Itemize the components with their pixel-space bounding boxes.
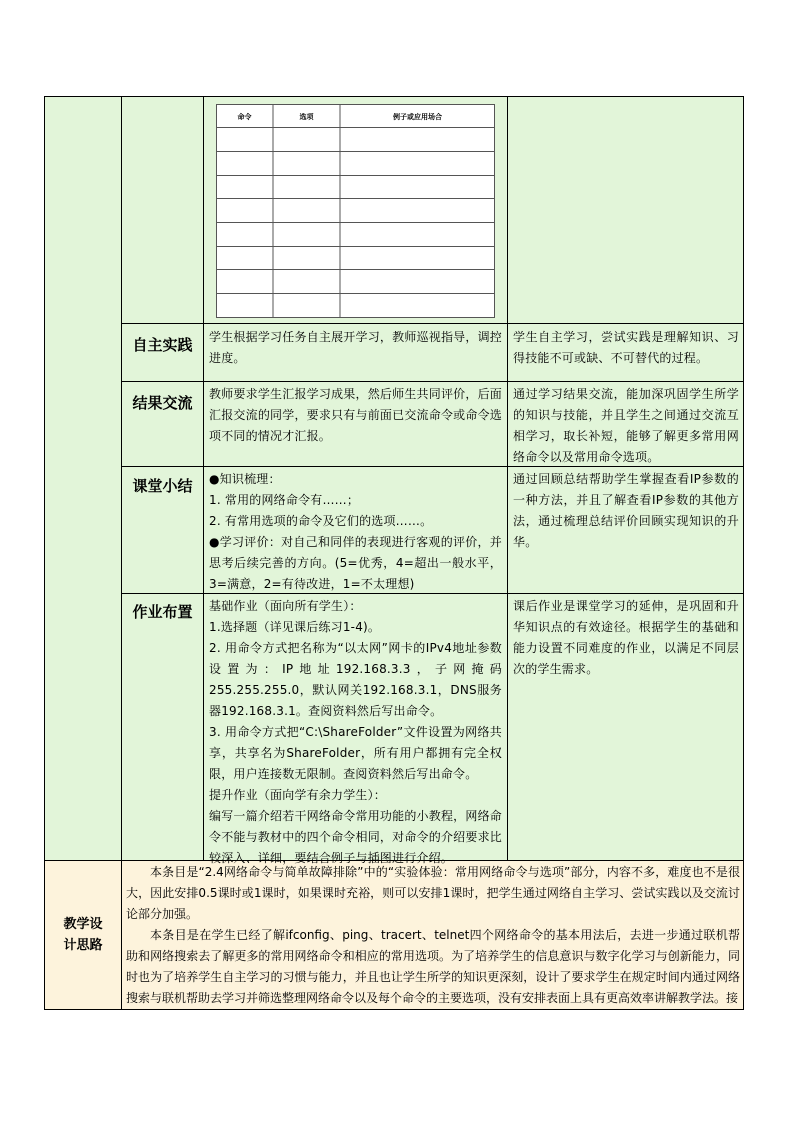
row-divider-1 bbox=[121, 323, 744, 324]
homework-line: 提升作业（面向学有余力学生）： bbox=[209, 788, 387, 802]
homework-line: 基础作业（面向所有学生）： bbox=[209, 599, 362, 613]
border-left bbox=[44, 96, 45, 1010]
summary-line: ●知识梳理： bbox=[209, 472, 281, 486]
design-paragraph: 本条目是在学生已经了解ifconfig、ping、tracert、telnet四个网络命令的基本用法后，去进一步通过联机帮助和网络搜索去了解更多的常用网络命令和相应的常用选项。为了培养学生的信息意识与数字化学习与创新能力，同时也为了培养学生自主学习的习惯与能力，并且也让学生所学的知识更深刻，设计了要求学生在规定时间内通过网络搜索与联机帮助去学习并筛选整理网络命令以及每个命令的主要选项，没有安排表面上具有更高效率讲解教学法。接 bbox=[126, 928, 740, 1005]
homework-line: 1.选择题（详见课后练习1-4)。 bbox=[209, 620, 381, 634]
design-text bbox=[126, 862, 740, 1008]
summary-line: 1. 常用的网络命令有……； bbox=[209, 493, 360, 507]
summary-line: 2. 有常用选项的命令及它们的选项……。 bbox=[209, 514, 433, 528]
practice-intent: 学生自主学习，尝试实践是理解知识、习得技能不可或缺、不可替代的过程。 bbox=[513, 330, 739, 365]
row-label-summary: 课堂小结 bbox=[132, 477, 193, 495]
exchange-activity: 教师要求学生汇报学习成果，然后师生共同评价，后面汇报交流的同学，要求只有与前面已交流命令或命令选项不同的情况才汇报。 bbox=[209, 387, 502, 443]
summary-intent: 通过回顾总结帮助学生掌握查看IP参数的一种方法，并且了解查看IP参数的其他方法，通过梳理总结评价回顾实现知识的升华。 bbox=[513, 472, 739, 549]
command-table-header-command: 命令 bbox=[237, 113, 252, 121]
row-label-practice: 自主实践 bbox=[132, 336, 193, 354]
homework-line: 3. 用命令方式把“C:\ShareFolder”文件设置为网络共享，共享名为ShareFolder，所有用户都拥有完全权限，用户连接数无限制。查阅资料然后写出命令。 bbox=[209, 725, 502, 781]
border-top bbox=[44, 96, 744, 97]
design-paragraph: 本条目是“2.4网络命令与简单故障排除”中的“实验体验：常用网络命令与选项”部分，内容不多，难度也不是很大，因此安排0.5课时或1课时，如果课时充裕，则可以安排1课时，把学生通过网络自主学习、尝试实践以及交流讨论部分加强。 bbox=[126, 865, 740, 921]
col-divider-3 bbox=[507, 96, 508, 860]
homework-line: 2. 用命令方式把名称为“以太网”网卡的IPv4地址参数设置为：IP地址192.168.3.3，子网掩码255.255.255.0，默认网关192.168.3.1，DNS服务器192.168.3.1。查阅资料然后写出命令。 bbox=[209, 641, 502, 718]
command-table-grid bbox=[216, 104, 495, 318]
row-divider-2 bbox=[121, 381, 744, 382]
summary-line: ●学习评价：对自己和同伴的表现进行客观的评价，并思考后续完善的方向。(5=优秀，4=超出一般水平，3=满意，2=有待改进，1=不太理想) bbox=[209, 535, 502, 591]
row-label-homework: 作业布置 bbox=[132, 603, 193, 621]
command-table-header-option: 选项 bbox=[299, 113, 314, 121]
homework-intent: 课后作业是课堂学习的延伸，是巩固和升华知识点的有效途径。根据学生的基础和能力设置不同难度的作业，以满足不同层次的学生需求。 bbox=[513, 599, 739, 676]
homework-activity bbox=[209, 596, 502, 869]
summary-activity bbox=[209, 469, 502, 595]
design-label: 教学设计思路 bbox=[63, 917, 103, 953]
col-divider-2 bbox=[203, 96, 204, 860]
homework-line: 编写一篇介绍若干网络命令常用功能的小教程，网络命令不能与教材中的四个命令相同，对命令的介绍要求比较深入、详细，要结合例子与插图进行介绍。 bbox=[209, 809, 502, 865]
practice-activity: 学生根据学习任务自主展开学习，教师巡视指导，调控进度。 bbox=[209, 330, 502, 365]
exchange-intent: 通过学习结果交流，能加深巩固学生所学的知识与技能，并且学生之间通过交流互相学习，取长补短，能够了解更多常用网络命令以及常用命令选项。 bbox=[513, 387, 739, 464]
command-table bbox=[216, 104, 495, 318]
border-bottom bbox=[44, 1009, 744, 1010]
border-right bbox=[743, 96, 744, 1010]
col-divider-1 bbox=[121, 96, 122, 1010]
row-label-exchange: 结果交流 bbox=[132, 394, 193, 412]
command-table-header-example: 例子或应用场合 bbox=[393, 113, 442, 121]
